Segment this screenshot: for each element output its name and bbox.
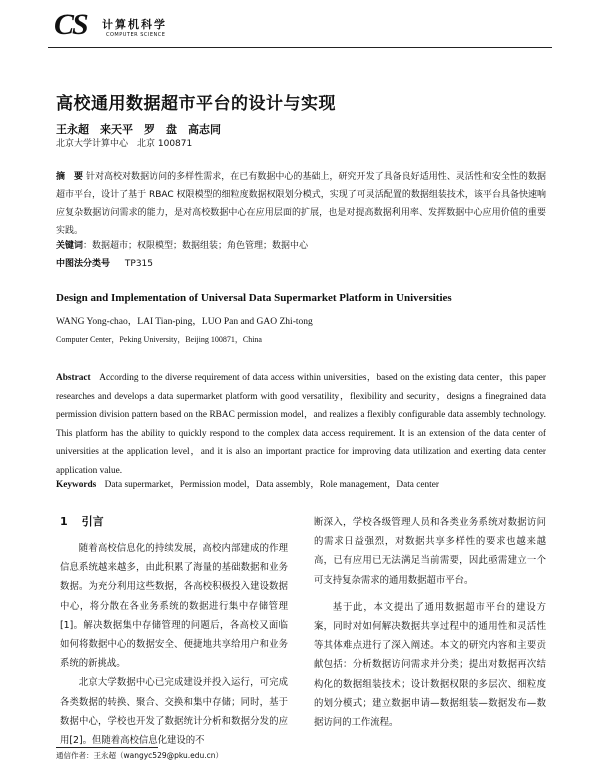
keywords-en-text: Data supermarket，Permission model，Data assembly，Role management，Data center [104,480,439,490]
body-column-left [60,513,288,750]
abstract-en-label: Abstract [56,373,91,383]
keywords-cn-label: 关键词 [56,241,84,251]
keywords-en-label: Keywords [56,480,97,490]
paragraph-1: 随着高校信息化的持续发展，高校内部建成的作理信息系统越来越多，由此积累了海量的基础数据和业务数据。为充分利用这些数据，各高校积极投入建设数据中心，将分散在各业务系统的数据进行集中存储管理[1]。解决数据集中存储管理的问题后，各高校又面临如何将数据中心的数据安全、便捷地共享给用户和业务系统的新挑战。 [60,543,288,670]
authors-en: WANG Yong-chao，LAI Tian-ping，LUO Pan and GAO Zhi-tong [56,317,313,327]
keywords-cn-text: ：数据超市；权限模型；数据组装；角色管理；数据中心 [83,241,309,251]
paper-title-en: Design and Implementation of Universal Data Supermarket Platform in Universities [56,292,452,304]
paragraph-4: 基于此，本文提出了通用数据超市平台的建设方案，同时对如何解决数据共享过程中的通用性和灵活性等其体难点进行了深入阐述。本文的研究内容和主要贡献包括：分析数据访问需求并分类；提出对数据再次结构化的数据组装技术；设计数据权限的多层次、细粒度的划分模式；建立数据申请—数据组装—数据发布—数据访问的工作流程。 [314,601,546,729]
paragraph-2: 北京大学数据中心已完成建设并投入运行，可完成各类数据的转换、聚合、交换和集中存储；同时，基于数据中心，学校也开发了数据统计分析和数据分发的应用[2]。但随着高校信息化建设的不 [60,677,288,747]
footnote: 通信作者：王永超（wangyc529@pku.edu.cn） [56,751,224,760]
journal-name-cn: 计算机科学 [102,18,167,31]
abstract-cn-label: 摘 要 [56,172,84,182]
classification-value: TP315 [124,259,153,269]
footnote-rule [56,747,158,748]
journal-logo [54,8,174,48]
section-number: 1 [60,515,68,528]
affiliation-en: Computer Center，Peking University，Beijing 100871，China [56,335,262,344]
abstract-cn-text: 针对高校对数据访问的多样性需求，在已有数据中心的基础上，研究开发了具备良好适用性、灵活性和安全性的数据超市平台，设计了基于 RBAC 权限模型的细粒度数据权限划分模式，实现了可灵活配置的数据组装技术，该平台具备快速响应复杂数据访问需求的能力，是对高校数据中心在应用层面的扩展，也是对提高数据利用率、发挥数据中心应用价值的重要实践。 [56,172,546,236]
journal-name-en: COMPUTER SCIENCE [106,32,166,38]
header-rule [48,47,552,48]
authors-cn: 王永超 来天平 罗 盘 高志同 [56,123,221,136]
abstract-cn [56,168,546,240]
body-column-right [314,513,546,732]
journal-logo-letters: CS [54,8,87,41]
keywords-en [56,476,439,490]
abstract-en [56,369,546,480]
classification-label: 中图法分类号 [56,259,111,269]
paragraph-3: 断深入，学校各级管理人员和各类业务系统对数据访问的需求日益强烈，对数据共享多样性的要求也越来越高，已有应用已无法满足当前需要，因此亟需建立一个可支持复杂需求的通用数据超市平台。 [314,517,546,586]
paper-title-cn: 高校通用数据超市平台的设计与实现 [56,94,336,114]
classification-cn [56,256,153,269]
abstract-en-text: According to the diverse requirement of data access within universities，based on the existing data center，this paper researches and develops a data supermarket platform with good versatility，flexibility and security，designs a finegrained data permission division pattern based on the RBAC permission model，and realizes a flexibly configurable data assembly technology. This platform has the ability to quickly respond to the complex data access requirement. It is an extension of the data center of universities at the application level，and it is also an important practice for improving data utilization and exerting data center application value. [56,373,546,476]
keywords-cn [56,238,308,251]
section-heading [60,513,288,529]
section-title: 引言 [81,515,104,528]
affiliation-cn: 北京大学计算中心 北京 100871 [56,139,193,149]
